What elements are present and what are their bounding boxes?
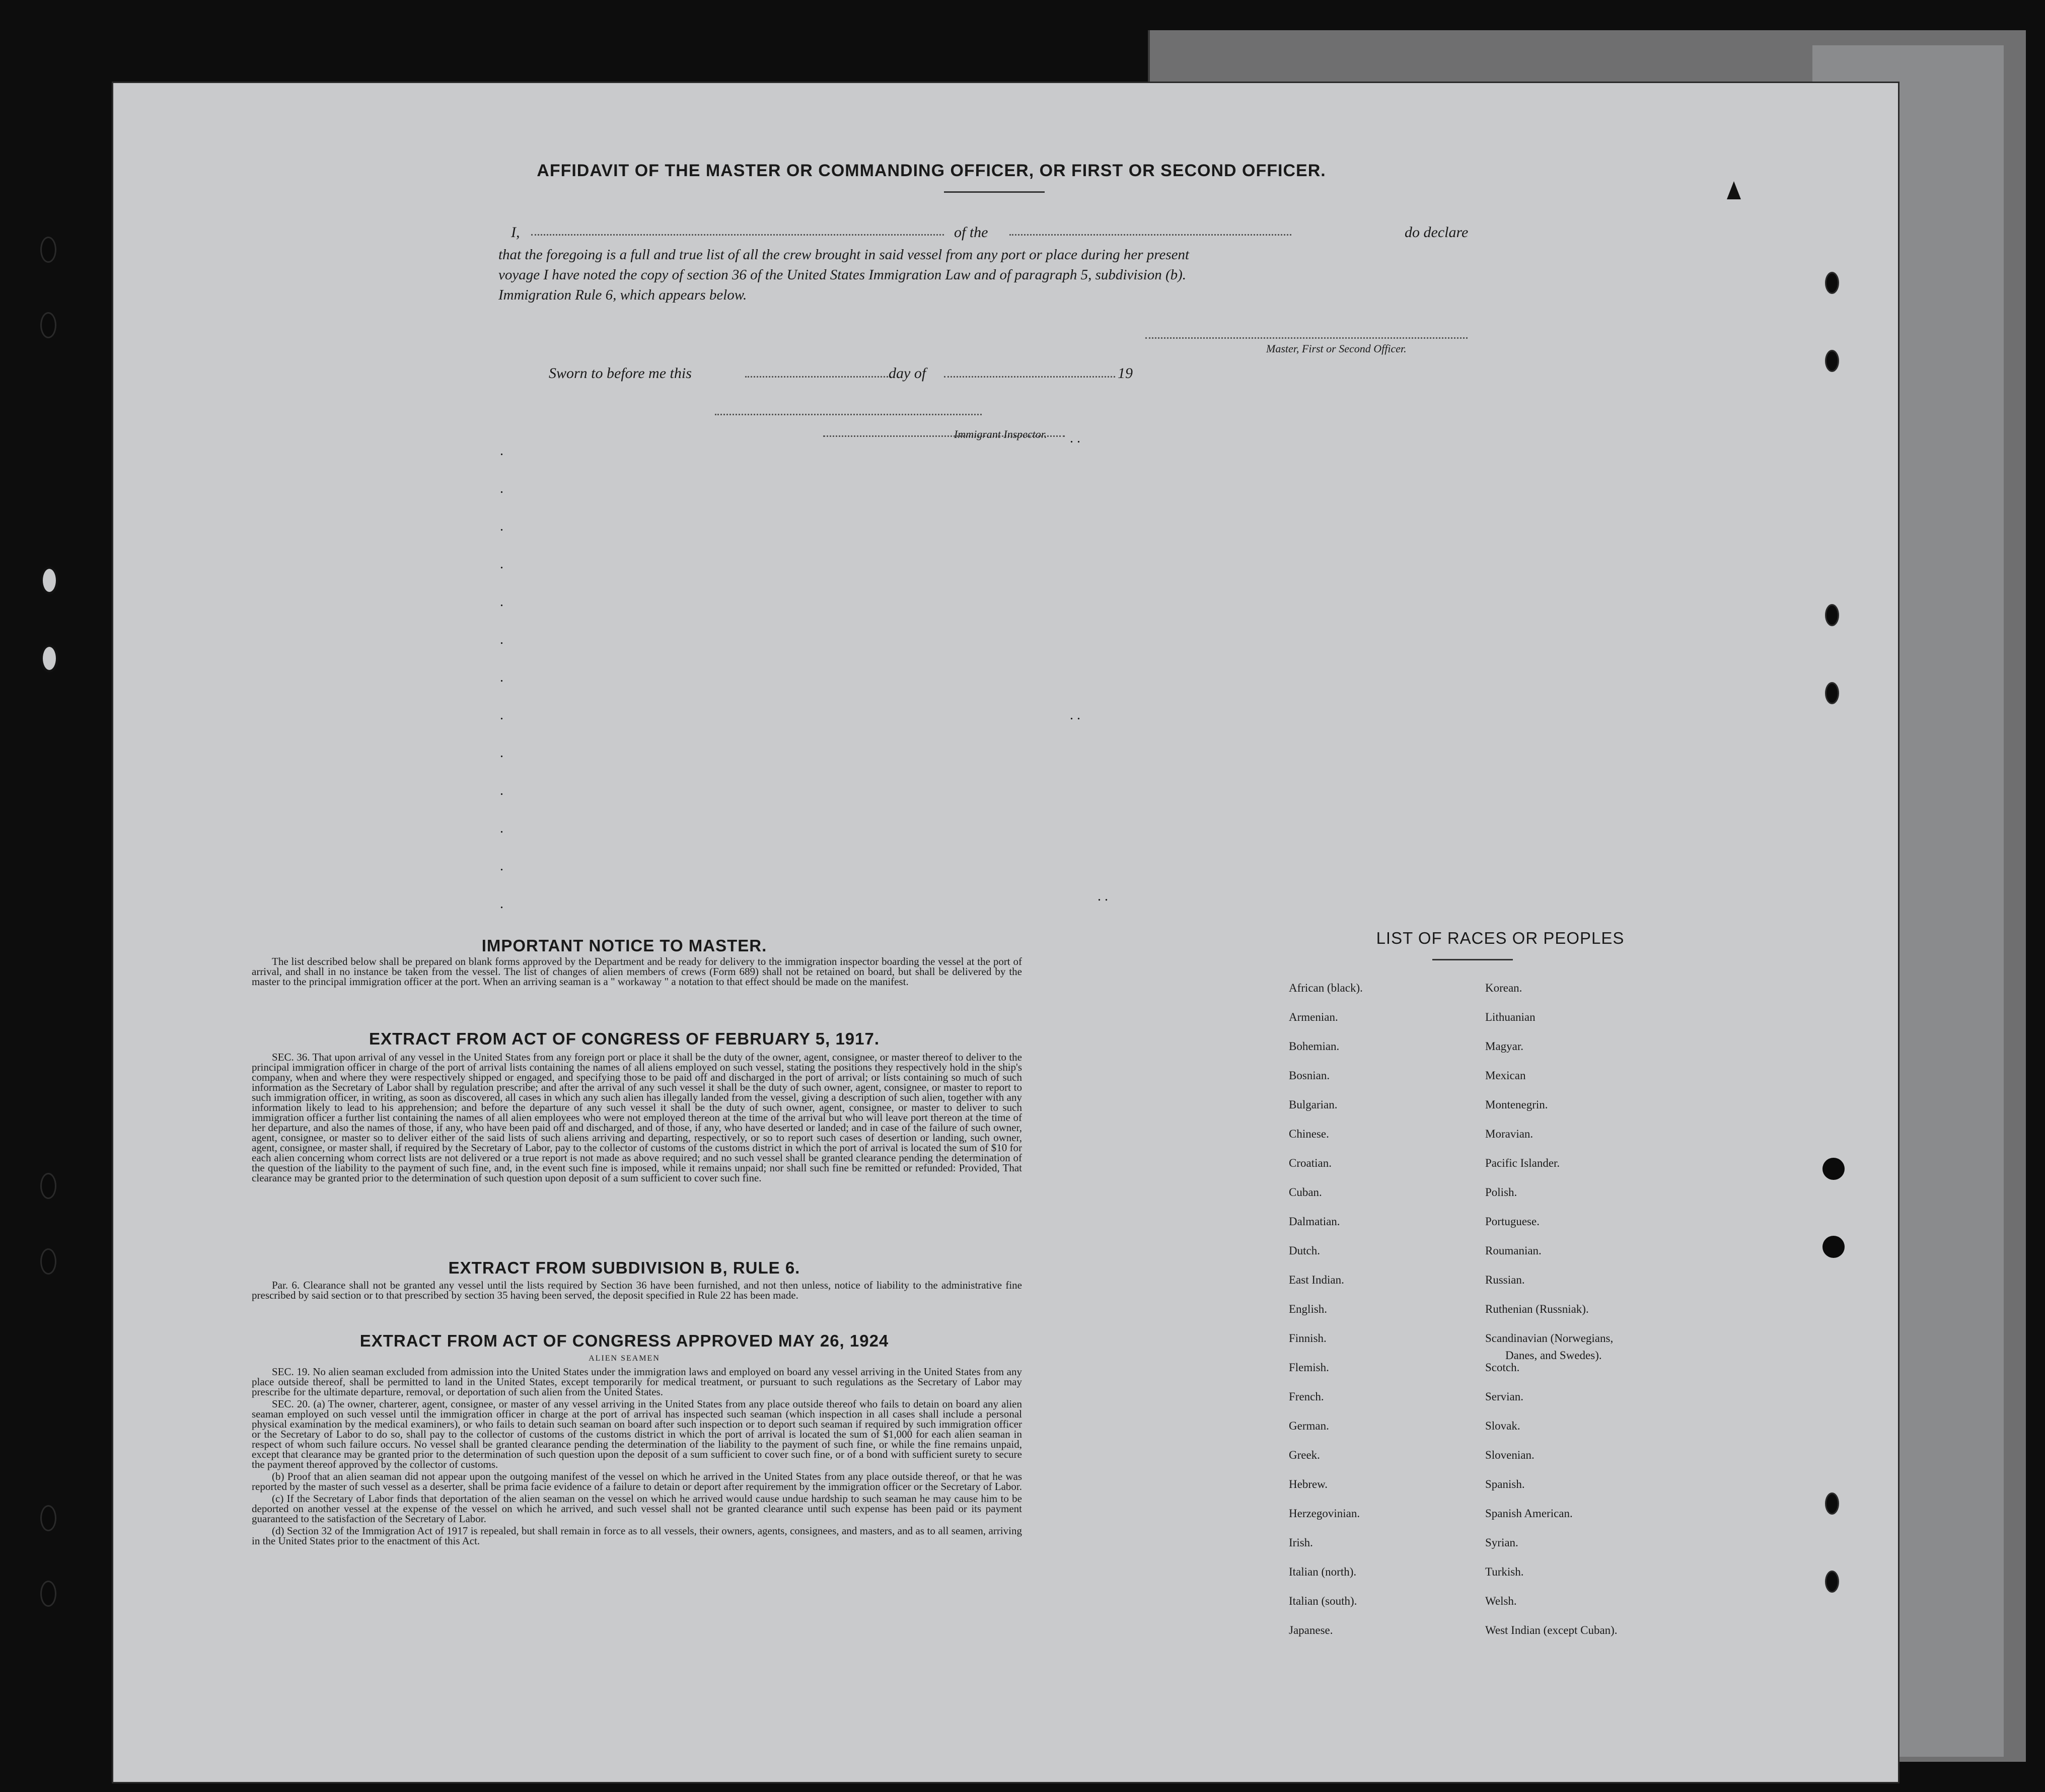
- race-item: Welsh.: [1485, 1595, 1517, 1607]
- binder-hole: [1822, 1236, 1845, 1258]
- affidavit-of-the: of the: [954, 224, 988, 241]
- inspector-signature-blank: [715, 414, 982, 415]
- race-item: Croatian.: [1289, 1157, 1332, 1169]
- binder-hole: [1825, 604, 1839, 626]
- race-item: Scandinavian (Norwegians,: [1485, 1332, 1614, 1345]
- alien-seamen-subtitle: ALIEN SEAMEN: [589, 1354, 660, 1363]
- manifest-page: [113, 83, 1898, 1782]
- binder-hole: [1825, 1492, 1839, 1515]
- affidavit-title: AFFIDAVIT OF THE MASTER OR COMMANDING OFFICER, OR FIRST OR SECOND OFFICER.: [537, 161, 1326, 180]
- race-item: Scotch.: [1485, 1361, 1520, 1374]
- race-item: Irish.: [1289, 1536, 1313, 1549]
- binder-hole: [1825, 272, 1839, 294]
- race-item: Hebrew.: [1289, 1478, 1328, 1490]
- extract-1917-text: [252, 1052, 1022, 1185]
- binder-hole: [40, 1581, 56, 1607]
- race-item: Portuguese.: [1485, 1215, 1540, 1228]
- affidavit-do-declare: do declare: [1405, 224, 1469, 241]
- sworn-year: 19: [1118, 365, 1133, 382]
- race-item: Pacific Islander.: [1485, 1157, 1560, 1169]
- race-item: Lithuanian: [1485, 1011, 1536, 1023]
- race-item: Slovak.: [1485, 1420, 1520, 1432]
- stray-mark: .: [500, 556, 503, 572]
- race-item: Japanese.: [1289, 1624, 1333, 1636]
- races-title-rule: [1432, 959, 1513, 960]
- stray-mark: .: [500, 707, 503, 723]
- stray-mark: .: [500, 745, 503, 761]
- sworn-text: Sworn to before me this: [549, 365, 692, 382]
- binder-hole: [40, 1505, 56, 1531]
- title-rule: [944, 191, 1045, 193]
- sworn-day-of: day of: [889, 365, 926, 382]
- vessel-blank: [1009, 234, 1291, 236]
- binder-hole: [40, 566, 58, 594]
- sec-20a-paragraph: SEC. 20. (a) The owner, charterer, agent, consignee, or master of any vessel arriving in the United States from any place outside thereof who fails to detain on board any alien seaman employed on such vessel until the immigration officer in charge at the port of arrival has inspected such seaman (which inspection in all cases shall include a personal physical examination by the medical examiners), or who fails to detain such seaman on board after such inspection or to deport such seaman if required by such immigration officer or the Secretary of Labor to do so, shall pay to the collector of customs of the customs district in which the port of arrival is located the sum of $1,000 for each alien seaman in respect of whom such failure occurs. No vessel shall be granted clearance pending the determination of the liability to the payment of such fine, or while the fine remains unpaid, except that clearance may be granted prior to the determination of such question upon the deposit of a sum sufficient to cover such fine, or of a bond with sufficient surety to secure the payment thereof approved by the collector of customs.: [252, 1398, 1022, 1470]
- sworn-date-blank: [745, 376, 891, 378]
- sec-19-paragraph: SEC. 19. No alien seaman excluded from admission into the United States under the immigration laws and employed on board any vessel arriving in the United States from any place outside thereof, shall be permitted to land in the United States, except temporarily for medical treatment, or pursuant to such regulations as the Secretary of Labor may prescribe for the ultimate departure, removal, or deportation of such alien from the United States.: [252, 1366, 1022, 1398]
- races-title: LIST OF RACES OR PEOPLES: [1376, 929, 1625, 947]
- stray-mark: .: [500, 594, 503, 610]
- affidavit-body-line: that the foregoing is a full and true list of all the crew brought in said vessel from any port or place during her present: [498, 247, 1190, 263]
- extract-1917-title: EXTRACT FROM ACT OF CONGRESS OF FEBRUARY 5, 1917.: [369, 1029, 880, 1048]
- affidavit-body-line: voyage I have noted the copy of section 36 of the United States Immigration Law and of paragraph 5, subdivision (b).: [498, 267, 1187, 283]
- race-item: Flemish.: [1289, 1361, 1329, 1374]
- race-item: Servian.: [1485, 1390, 1524, 1403]
- name-blank: [531, 234, 944, 236]
- binder-hole: [1825, 350, 1839, 372]
- race-item: Montenegrin.: [1485, 1098, 1548, 1111]
- race-item: Korean.: [1485, 982, 1522, 994]
- stray-mark: .: [500, 896, 503, 912]
- stray-mark: .: [500, 669, 503, 685]
- race-item: Cuban.: [1289, 1186, 1322, 1199]
- race-item: Chinese.: [1289, 1128, 1329, 1140]
- race-item: Bohemian.: [1289, 1040, 1340, 1053]
- race-item: German.: [1289, 1420, 1329, 1432]
- extract-1924-title: EXTRACT FROM ACT OF CONGRESS APPROVED MAY 26, 1924: [359, 1331, 889, 1350]
- race-item: Mexican: [1485, 1069, 1526, 1082]
- stray-mark: .: [500, 443, 503, 459]
- binder-hole: [40, 312, 56, 338]
- stray-mark: .: [500, 481, 503, 496]
- race-item: Italian (south).: [1289, 1595, 1357, 1607]
- race-item: Polish.: [1485, 1186, 1517, 1199]
- race-item-continuation: Danes, and Swedes).: [1505, 1349, 1602, 1362]
- sec-20c-paragraph: (c) If the Secretary of Labor finds that deportation of the alien seaman on the vessel on which he arrived would cause undue hardship to such seaman he may cause him to be deported on another vessel at the expense of the vessel on which he arrived, and such vessel shall not be granted clearance until such expense has been paid or its payment guaranteed to the satisfaction of the Secretary of Labor.: [252, 1492, 1022, 1525]
- subdivision-b-text: [252, 1280, 1022, 1302]
- race-item: Herzegovinian.: [1289, 1507, 1360, 1520]
- race-item: Spanish.: [1485, 1478, 1525, 1490]
- race-item: French.: [1289, 1390, 1324, 1403]
- extract-1924-text: [252, 1367, 1022, 1548]
- affidavit-line1-start: I,: [511, 224, 520, 241]
- pen-tick-mark: [1727, 181, 1741, 199]
- race-item: Bosnian.: [1289, 1069, 1330, 1082]
- race-item: Syrian.: [1485, 1536, 1518, 1549]
- binder-hole: [1825, 1571, 1839, 1593]
- race-item: East Indian.: [1289, 1274, 1344, 1286]
- race-item: Dalmatian.: [1289, 1215, 1340, 1228]
- binder-hole: [1825, 682, 1839, 704]
- sec-20b-paragraph: (b) Proof that an alien seaman did not appear upon the outgoing manifest of the vessel on which he arrived in the United States from any place outside thereof, or that he was reported by the master of such vessel as a deserter, shall be prima facie evidence of a failure to detain or deport after requirement by the immigration officer or the Secretary of Labor.: [252, 1470, 1022, 1492]
- par-6-paragraph: Par. 6. Clearance shall not be granted any vessel until the lists required by Section 36 have been furnished, and not then unless, notice of liability to the administrative fine prescribed by said section or to that prescribed by section 35 having been served, the deposit specified in Rule 22 has been made.: [252, 1279, 1022, 1301]
- subdivision-b-title: EXTRACT FROM SUBDIVISION B, RULE 6.: [448, 1258, 800, 1277]
- race-item: Moravian.: [1485, 1128, 1533, 1140]
- race-item: African (black).: [1289, 982, 1363, 994]
- master-signature-blank: [1145, 337, 1468, 339]
- section-36-paragraph: SEC. 36. That upon arrival of any vessel in the United States from any foreign port or place it shall be the duty of the owner, agent, consignee, or master thereof to deliver to the principal immigration officer in charge of the port of arrival lists containing the names of all aliens employed on such vessel, stating the positions they respectively hold in the ship's company, when and where they were respectively shipped or engaged, and specifying those to be paid off and discharged in the port of arrival; or lists containing so much of such information as the Secretary of Labor shall by regulation prescribe; and after the arrival of any such vessel it shall be the duty of such owner, agent, consignee, or master to report to such immigration officer, in writing, as soon as discovered, all cases in which any such alien has illegally landed from the vessel, giving a description of such alien, together with any information likely to lead to his apprehension; and before the departure of any such vessel it shall be the duty of such owner, agent, consignee, or master to deliver to such immigration officer a further list containing the names of all alien employees who were not employed thereon at the time of the arrival but who will leave port thereon at the time of her departure, and also the names of those, if any, who have been paid off and discharged, and of those, if any, who have deserted or landed; and in case of the failure of such owner, agent, consignee, or master so to deliver either of the said lists of such aliens arriving and departing, respectively, or so to report such cases of desertion or landing, such owner, agent, consignee, or master shall, if required by the Secretary of Labor, pay to the collector of customs of the customs district in which the port of arrival is located the sum of $10 for each alien concerning whom correct lists are not delivered or a true report is not made as above required; and no such vessel shall be granted clearance pending the determination of the question of the liability to the payment of such fine, and, in the event such fine is imposed, while it remains unpaid; nor shall such fine be remitted or refunded: Provided, That clearance may be granted prior to the determination of such question upon deposit of a sum sufficient to cover such fine.: [252, 1051, 1022, 1184]
- binder-hole: [40, 644, 58, 673]
- binder-hole: [40, 237, 56, 263]
- race-item: Magyar.: [1485, 1040, 1524, 1053]
- notice-title: IMPORTANT NOTICE TO MASTER.: [481, 936, 767, 955]
- sec-20d-paragraph: (d) Section 32 of the Immigration Act of 1917 is repealed, but shall remain in force as to all vessels, their owners, agents, consignees, and masters, and as to all seamen, arriving in the United States prior to the enactment of this Act.: [252, 1525, 1022, 1547]
- stray-mark: .: [500, 858, 503, 874]
- stray-mark: .: [500, 820, 503, 836]
- sworn-month-blank: [944, 376, 1115, 378]
- race-item: Spanish American.: [1485, 1507, 1573, 1520]
- race-item: Finnish.: [1289, 1332, 1327, 1345]
- race-item: Italian (north).: [1289, 1565, 1357, 1578]
- master-caption: Master, First or Second Officer.: [1266, 342, 1407, 355]
- stray-mark: .: [500, 632, 503, 647]
- binder-hole: [40, 1248, 56, 1275]
- race-item: West Indian (except Cuban).: [1485, 1624, 1618, 1636]
- inspector-caption: Immigrant Inspector.: [954, 428, 1047, 440]
- race-item: Dutch.: [1289, 1244, 1320, 1257]
- notice-paragraph: The list described below shall be prepared on blank forms approved by the Department and be ready for delivery to the immigration inspector boarding the vessel at the port of arrival, and shall in no instance be taken from the vessel. The list of changes of alien members of crews (Form 689) shall not be retained on board, but shall be delivered by the master to the principal immigration officer at the port. When an arriving seaman is a " workaway " a notation to that effect should be made on the manifest.: [252, 955, 1022, 988]
- affidavit-body-line: Immigration Rule 6, which appears below.: [498, 287, 747, 303]
- race-item: Greek.: [1289, 1449, 1320, 1461]
- stray-mark: .: [500, 518, 503, 534]
- stray-mark: . .: [1070, 430, 1080, 446]
- binder-hole: [1822, 1158, 1845, 1180]
- race-item: Russian.: [1485, 1274, 1525, 1286]
- race-item: English.: [1289, 1303, 1328, 1315]
- stray-mark: . .: [1098, 888, 1108, 904]
- race-item: Armenian.: [1289, 1011, 1338, 1023]
- stray-mark: . .: [1070, 707, 1080, 723]
- binder-hole: [40, 1173, 56, 1199]
- race-item: Roumanian.: [1485, 1244, 1542, 1257]
- stray-mark: .: [500, 783, 503, 798]
- race-item: Ruthenian (Russniak).: [1485, 1303, 1589, 1315]
- race-item: Bulgarian.: [1289, 1098, 1338, 1111]
- race-item: Turkish.: [1485, 1565, 1524, 1578]
- notice-text: [252, 956, 1022, 989]
- race-item: Slovenian.: [1485, 1449, 1535, 1461]
